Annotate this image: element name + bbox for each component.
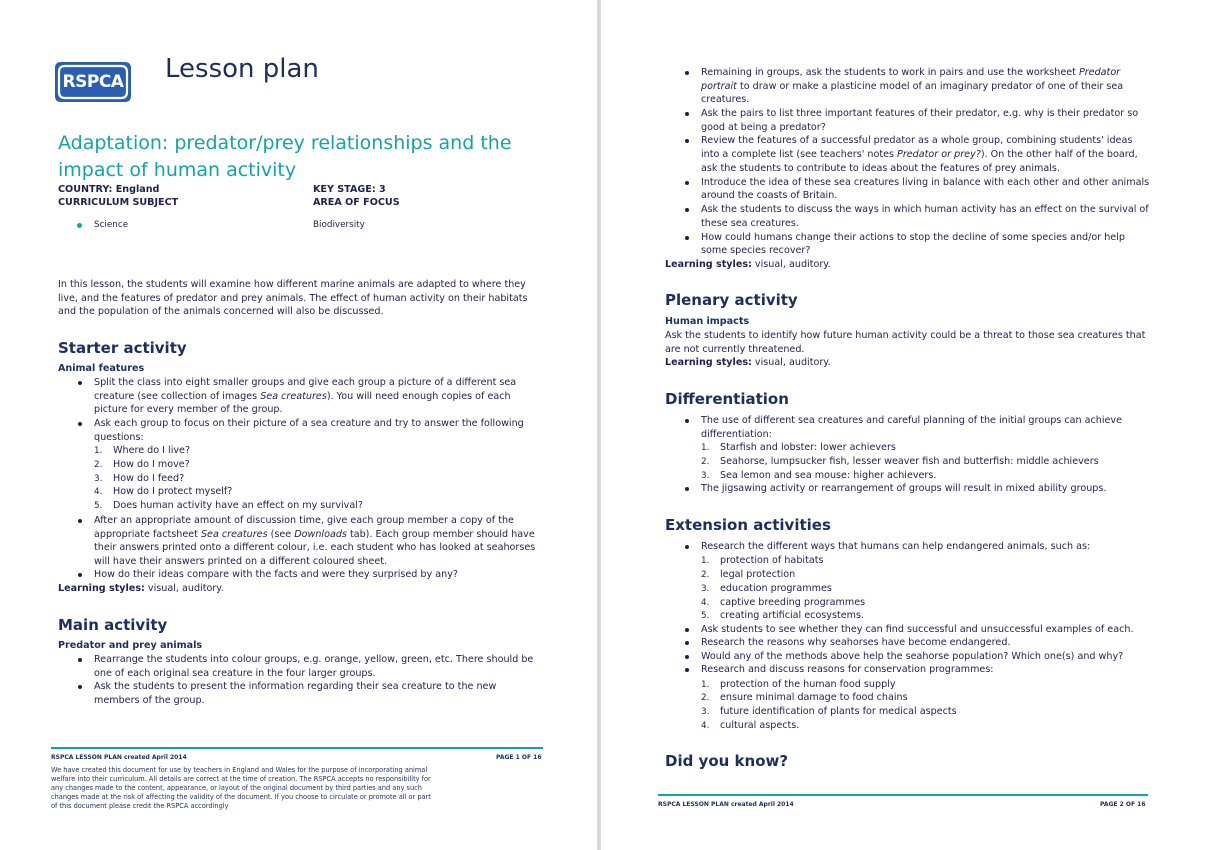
bullet-icon: [77, 223, 82, 228]
bullet-icon: [685, 112, 689, 116]
list-number: 2.: [94, 460, 103, 470]
main-bullet-line: Review the features of a successful predator as a whole group, combining students' ideas: [701, 135, 1133, 146]
doc-title: Lesson plan: [165, 54, 319, 84]
main-bullet-line: Introduce the idea of these sea creatures living in balance with each other and other animals: [701, 177, 1150, 188]
intro-line: live, and the features of predator and prey animals. The effect of human activity on their habitats: [58, 293, 528, 304]
starter-bullet-line: After an appropriate amount of discussion time, give each group member a copy of the: [94, 515, 514, 526]
main-bullet-line: into a complete list (see teachers' notes Predator or prey?). On the other half of the board,: [701, 149, 1138, 160]
starter-heading: Starter activity: [58, 339, 187, 357]
bullet-icon: [78, 422, 82, 426]
plenary-line: Ask the students to identify how future human activity could be a threat to those sea creatures that: [665, 330, 1146, 341]
footer-page-number: PAGE 2 OF 16: [1100, 801, 1146, 808]
extension-item: legal protection: [720, 569, 796, 580]
rspca-logo: [53, 60, 133, 104]
bullet-icon: [78, 381, 82, 385]
starter-bullet-line: Split the class into eight smaller groups and give each group a picture of a different sea: [94, 377, 517, 388]
document-page-2: [601, 0, 1206, 850]
bullet-icon: [685, 181, 689, 185]
bullet-icon: [685, 668, 689, 672]
learning-styles: Learning styles: visual, auditory.: [665, 357, 831, 368]
question-item: How do I feed?: [113, 473, 185, 484]
differentiation-item: Starfish and lobster: lower achievers: [720, 442, 896, 453]
curriculum-subject-label: CURRICULUM SUBJECT: [58, 197, 179, 208]
disclaimer-line: changes made at the risk of affecting the validity of the document. If you choose to circulate or promote all or part: [51, 793, 431, 801]
extension-item: ensure minimal damage to food chains: [720, 692, 908, 703]
differentiation-line: The use of different sea creatures and careful planning of the initial groups can achieve: [701, 415, 1123, 426]
plenary-heading: Plenary activity: [665, 291, 798, 309]
list-number: 4.: [94, 487, 103, 497]
key-stage-label: KEY STAGE: 3: [313, 184, 386, 195]
focus-value: Biodiversity: [313, 220, 365, 230]
country-label: COUNTRY: England: [58, 184, 160, 195]
extension-item: future identification of plants for medical aspects: [720, 706, 957, 717]
starter-bullet-line: will have their answers printed on a different coloured sheet.: [94, 556, 388, 567]
differentiation-item: Sea lemon and sea mouse: higher achievers.: [720, 470, 937, 481]
main-bullet-line: Remaining in groups, ask the students to work in pairs and use the worksheet Predator: [701, 67, 1121, 78]
learning-styles: Learning styles: visual, auditory.: [58, 583, 224, 594]
bullet-icon: [78, 573, 82, 577]
intro-line: In this lesson, the students will examine how different marine animals are adapted to where they: [58, 279, 526, 290]
footer-rule: [51, 747, 543, 749]
main-bullet-line: one of each original sea creature in the four larger groups.: [94, 668, 376, 679]
list-number: 2.: [701, 457, 710, 467]
bullet-icon: [78, 685, 82, 689]
footer-page-number: PAGE 1 OF 16: [496, 754, 542, 761]
extension-item: captive breeding programmes: [720, 597, 866, 608]
main-bullet-line: Ask the pairs to list three important features of their predator, e.g. why is their predator so: [701, 108, 1139, 119]
starter-bullet-line: Ask each group to focus on their picture of a sea creature and try to answer the following: [94, 418, 524, 429]
list-number: 4.: [701, 598, 710, 608]
lesson-title: [58, 130, 512, 184]
main-bullet-line: members of the group.: [94, 695, 205, 706]
main-bullet-line: Ask the students to discuss the ways in which human activity has an effect on the survival of: [701, 204, 1149, 215]
main-bullet-line: good at being a predator?: [701, 122, 826, 133]
list-number: 3.: [701, 471, 710, 481]
extension-line: Research the reasons why seahorses have become endangered.: [701, 637, 1011, 648]
list-number: 4.: [701, 721, 710, 731]
subject-value: Science: [94, 220, 129, 230]
main-bullet-line: Rearrange the students into colour groups, e.g. orange, yellow, green, etc. There should be: [94, 654, 534, 665]
learning-styles: Learning styles: visual, auditory.: [665, 259, 831, 270]
bullet-icon: [78, 658, 82, 662]
main-bullet-line: creatures.: [701, 94, 750, 105]
bullet-icon: [685, 419, 689, 423]
starter-bullet-line: appropriate factsheet Sea creatures (see Downloads tab). Each group member should have: [94, 529, 535, 540]
extension-line: Research the different ways that humans can help endangered animals, such as:: [701, 541, 1091, 552]
area-of-focus-label: AREA OF FOCUS: [313, 197, 400, 208]
extension-line: Research and discuss reasons for conservation programmes:: [701, 664, 994, 675]
starter-subheading: Animal features: [58, 363, 145, 374]
lesson-title-line: Adaptation: predator/prey relationships and the: [58, 132, 512, 154]
bullet-icon: [685, 628, 689, 632]
plenary-line: are not currently threatened.: [665, 344, 805, 355]
starter-bullet-line: their answers printed onto a different colour, i.e. each student who has looked at seahorses: [94, 542, 536, 553]
list-number: 5.: [94, 501, 103, 511]
starter-bullet-line: picture for every member of the group.: [94, 404, 283, 415]
disclaimer-line: welfare into their curriculum. All details are correct at the time of creation. The RSPCA accepts no responsibility for: [51, 775, 431, 783]
extension-heading: Extension activities: [665, 516, 831, 534]
starter-bullet-line: How do their ideas compare with the facts and were they surprised by any?: [94, 569, 458, 580]
extension-item: protection of habitats: [720, 555, 824, 566]
differentiation-item: Seahorse, lumpsucker fish, lesser weaver fish and butterfish: middle achievers: [720, 456, 1099, 467]
question-item: How do I move?: [113, 459, 190, 470]
main-bullet-line: some species recover?: [701, 245, 811, 256]
rspca-logo-text: RSPCA: [62, 72, 124, 92]
list-number: 5.: [701, 611, 710, 621]
extension-item: education programmes: [720, 583, 832, 594]
bullet-icon: [685, 208, 689, 212]
main-heading: Main activity: [58, 616, 168, 634]
question-item: How do I protect myself?: [113, 486, 233, 497]
list-number: 2.: [701, 570, 710, 580]
list-number: 3.: [94, 474, 103, 484]
bullet-icon: [685, 655, 689, 659]
main-bullet-line: these sea creatures.: [701, 218, 799, 229]
did-you-know-heading: Did you know?: [665, 752, 789, 770]
differentiation-line: The jigsawing activity or rearrangement of groups will result in mixed ability groups.: [701, 483, 1107, 494]
list-number: 2.: [701, 693, 710, 703]
list-number: 1.: [701, 680, 710, 690]
disclaimer-line: We have created this document for use by teachers in England and Wales for the purpose of incorporating animal: [51, 766, 428, 774]
main-subheading: Predator and prey animals: [58, 640, 203, 651]
bullet-icon: [685, 139, 689, 143]
intro-line: and the population of the animals concerned will also be discussed.: [58, 306, 384, 317]
document-page-1: [0, 0, 597, 850]
bullet-icon: [685, 71, 689, 75]
extension-item: cultural aspects.: [720, 720, 800, 731]
bullet-icon: [685, 487, 689, 491]
disclaimer-line: of this document please credit the RSPCA accordingly: [51, 802, 229, 810]
list-number: 1.: [701, 556, 710, 566]
list-number: 1.: [94, 446, 103, 456]
differentiation-heading: Differentiation: [665, 390, 789, 408]
starter-bullet-line: creature (see collection of images Sea creatures). You will need enough copies of each: [94, 391, 511, 402]
main-bullet-line: portrait to draw or make a plasticine model of an imaginary predator of one of their sea: [701, 81, 1124, 92]
starter-bullet-line: questions:: [94, 432, 144, 443]
footer-left: RSPCA LESSON PLAN created April 2014: [51, 754, 187, 761]
extension-line: Ask students to see whether they can find successful and unsuccessful examples of each.: [701, 624, 1134, 635]
bullet-icon: [685, 641, 689, 645]
extension-item: protection of the human food supply: [720, 679, 896, 690]
question-item: Where do I live?: [113, 445, 191, 456]
main-bullet-line: ask the students to contribute to ideas about the features of prey animals.: [701, 163, 1060, 174]
bullet-icon: [78, 519, 82, 523]
extension-line: Would any of the methods above help the seahorse population? Which one(s) and why?: [701, 651, 1124, 662]
bullet-icon: [685, 236, 689, 240]
plenary-subheading: Human impacts: [665, 316, 750, 327]
disclaimer-line: any changes made to the content, appearance, or layout of the original document by third parties and any such: [51, 784, 422, 792]
extension-item: creating artificial ecosystems.: [720, 610, 865, 621]
main-bullet-line: How could humans change their actions to stop the decline of some species and/or help: [701, 232, 1125, 243]
footer-left: RSPCA LESSON PLAN created April 2014: [658, 801, 794, 808]
list-number: 3.: [701, 707, 710, 717]
question-item: Does human activity have an effect on my survival?: [113, 500, 363, 511]
list-number: 3.: [701, 584, 710, 594]
list-number: 1.: [701, 443, 710, 453]
footer-rule: [658, 794, 1148, 796]
lesson-title-line: impact of human activity: [58, 159, 297, 181]
bullet-icon: [685, 545, 689, 549]
main-bullet-line: around the coasts of Britain.: [701, 190, 838, 201]
main-bullet-line: Ask the students to present the information regarding their sea creature to the new: [94, 681, 497, 692]
differentiation-line: differentiation:: [701, 429, 772, 440]
